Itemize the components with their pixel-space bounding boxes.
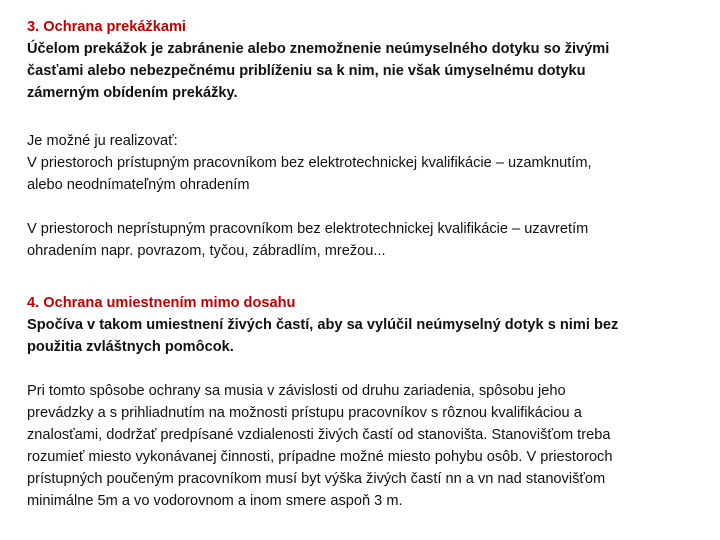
realization-intro: Je možné ju realizovať:	[27, 133, 178, 149]
paragraph-line: V priestoroch prístupným pracovníkom bez elektrotechnickej kvalifikácie – uzamknutím,	[27, 155, 592, 171]
section-heading-out-of-reach: 4. Ochrana umiestnením mimo dosahu	[27, 295, 296, 311]
paragraph-line: prístupných poučeným pracovníkom musí byt výška živých častí nn a vn nad stanovišťom	[27, 471, 606, 487]
definition-line: použitia zvláštnych pomôcok.	[27, 339, 234, 355]
paragraph-line: rozumieť miesto vykonávanej činnosti, prípadne možné miesto pohybu osôb. V priestoroch	[27, 449, 613, 465]
paragraph-line: alebo neodnímateľným ohradením	[27, 177, 250, 193]
definition-line: zámerným obídením prekážky.	[27, 85, 238, 101]
definition-line: časťami alebo nebezpečnému priblíženiu sa k nim, nie však úmyselnému dotyku	[27, 63, 586, 79]
section-obstacles	[27, 16, 707, 104]
section-out-of-reach	[27, 292, 707, 358]
paragraph-line: Pri tomto spôsobe ochrany sa musia v závislosti od druhu zariadenia, spôsobu jeho	[27, 383, 566, 399]
paragraph-line: znalosťami, dodržať predpísané vzdialenosti živých častí od stanovišta. Stanovišťom treba	[27, 427, 611, 443]
paragraph-line: ohradením napr. povrazom, tyčou, zábradlím, mrežou...	[27, 243, 386, 259]
definition-line: Spočíva v takom umiestnení živých častí, aby sa vylúčil neúmyselný dotyk s nimi bez	[27, 317, 619, 333]
paragraph-line: V priestoroch neprístupným pracovníkom bez elektrotechnickej kvalifikácie – uzavretím	[27, 221, 589, 237]
paragraph-line: prevádzky a s prihliadnutím na možnosti prístupu pracovníkov s rôznou kvalifikáciou a	[27, 405, 582, 421]
inaccessible-paragraph	[27, 218, 707, 262]
details-paragraph	[27, 380, 707, 512]
definition-line: Účelom prekážok je zabránenie alebo znemožnenie neúmyselného dotyku so živými	[27, 41, 610, 57]
paragraph-line: minimálne 5m a vo vodorovnom a inom smere aspoň 3 m.	[27, 493, 403, 509]
section-heading-obstacles: 3. Ochrana prekážkami	[27, 19, 186, 35]
realization-paragraph	[27, 130, 707, 196]
